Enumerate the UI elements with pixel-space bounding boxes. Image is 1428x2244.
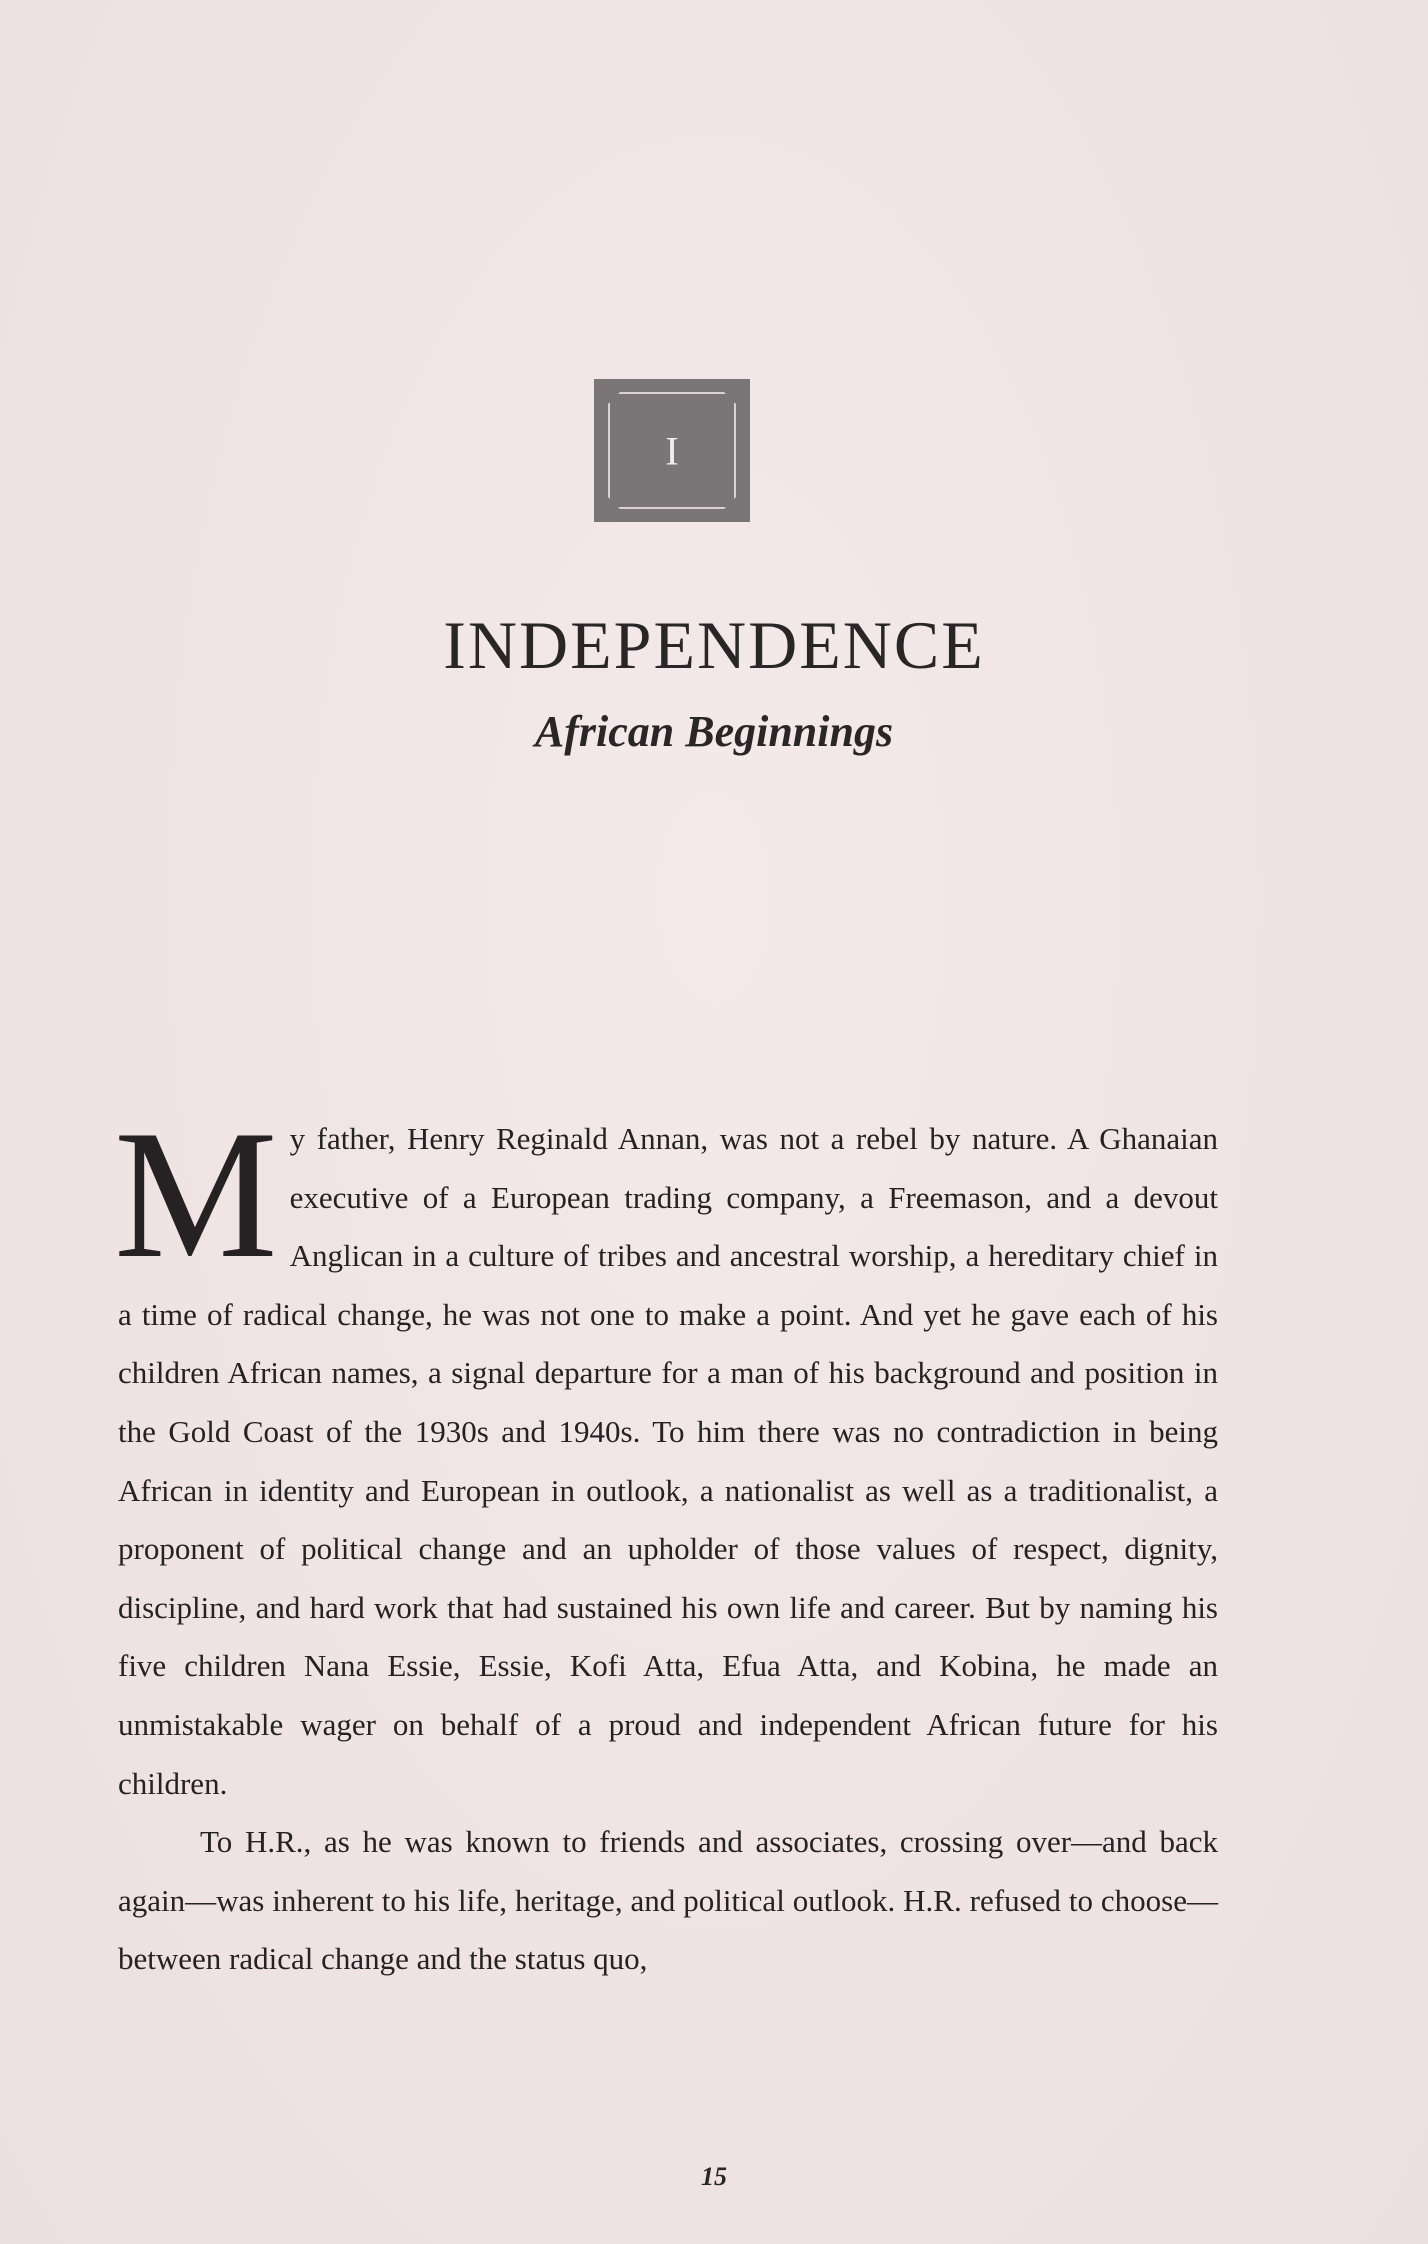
paragraph-2: To H.R., as he was known to friends and associates, crossing over—and back again—was inherent to his life, heritage, and political outlook. H.R. refused to choose—between radical change and the status quo,: [118, 1824, 1218, 1977]
body-text: [114, 1092, 1218, 1989]
chapter-number: I: [665, 428, 679, 473]
drop-cap: M: [114, 1092, 278, 1296]
chapter-number-box: [594, 379, 750, 522]
page-number: 15: [701, 2162, 727, 2191]
bleed-through-text: [118, 0, 1218, 1200]
chapter-subtitle: African Beginnings: [534, 707, 894, 756]
paragraph-1-text: y father, Henry Reginald Annan, was not a rebel by nature. A Ghanaian executive of a European trading company, a Freemason, and a devout Anglican in a culture of tribes and ancestral worship, a hereditary chief in a time of radical change, he was not one to make a point. And yet he gave each of his children African names, a signal departure for a man of his background and position in the Gold Coast of the 1930s and 1940s. To him there was no contradiction in being African in identity and European in outlook, a nationalist as well as a traditionalist, a proponent of political change and an upholder of those values of respect, dignity, discipline, and hard work that had sustained his own life and career. But by naming his five children Nana Essie, Essie, Kofi Atta, Efua Atta, and Kobina, he made an unmistakable wager on behalf of a proud and independent African future for his children.: [118, 1121, 1218, 1801]
chapter-title: INDEPENDENCE: [443, 607, 985, 683]
paragraph-1: [114, 1092, 1218, 1813]
